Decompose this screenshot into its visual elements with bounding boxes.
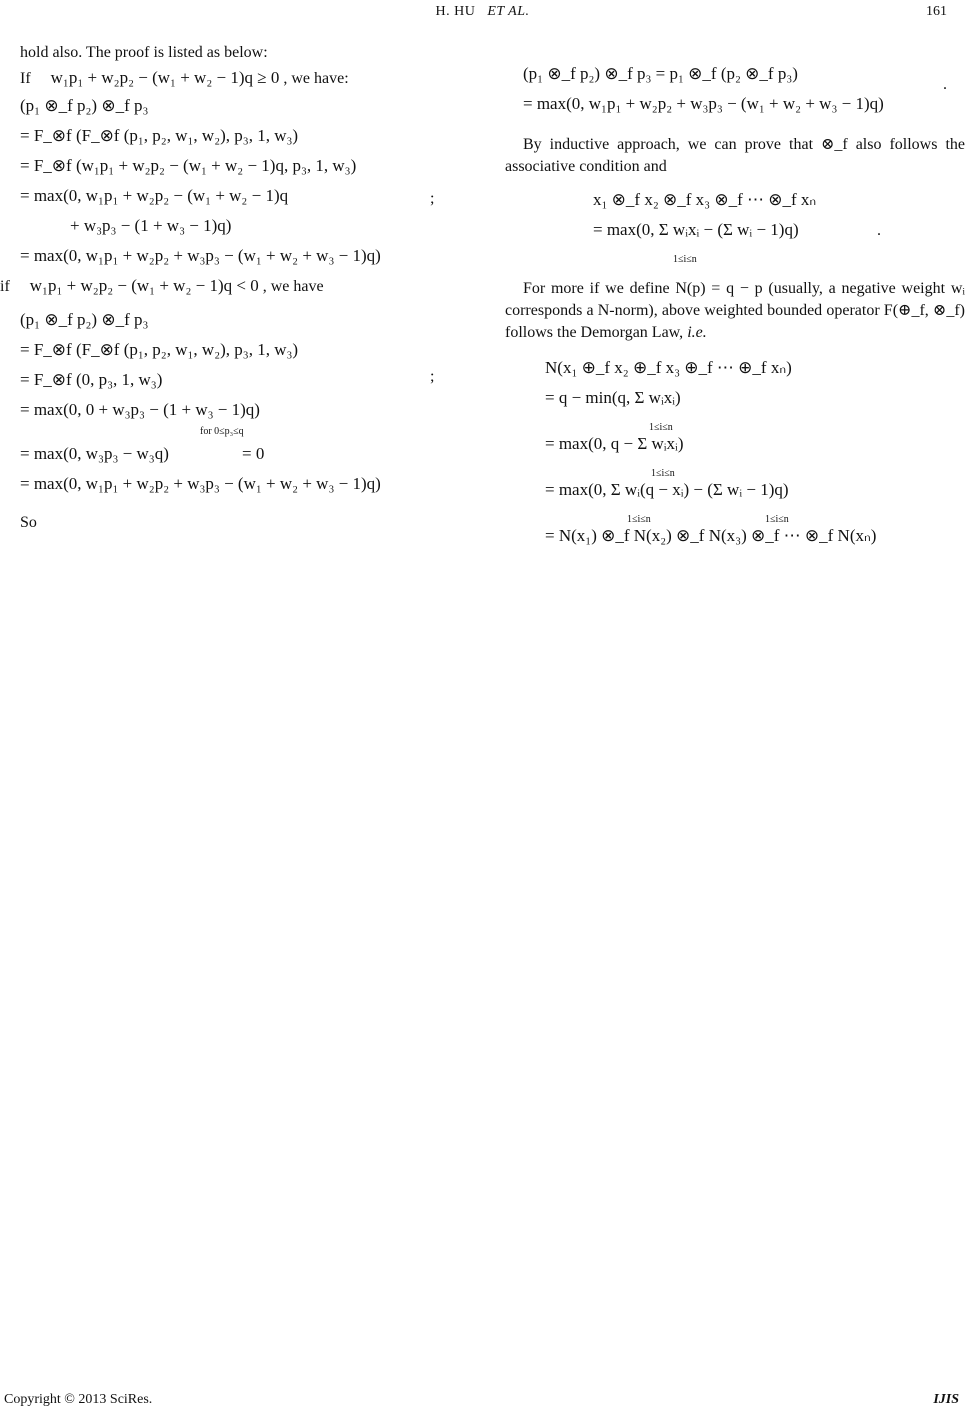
dm-line-1: N(x₁ ⊕_f x₂ ⊕_f x₃ ⊕_f ⋯ ⊕_f xₙ) [545,358,792,377]
block2-line-3: = F_⊗f (0, p₃, 1, w₃) [20,370,163,389]
if2-condition: w₁p₁ + w₂p₂ − (w₁ + w₂ − 1)q < 0 [29,276,259,295]
left-column [0,42,440,534]
general-line-2-text: = max(0, Σ wᵢxᵢ − (Σ wᵢ − 1)q) [593,220,799,239]
sum-range-1: 1≤i≤n [673,254,697,265]
dm-line-2-text: = q − min(q, Σ wᵢxᵢ) [545,388,681,407]
assoc-period: . [943,76,947,93]
if2-prefix: if [0,278,10,295]
block1-semicolon: ; [430,190,435,207]
proof-block-1 [20,92,440,272]
for-note: for 0≤p₃≤q [200,426,244,437]
block1-line-2: = F_⊗f (F_⊗f (p₁, p₂, w₁, w₂), p₃, 1, w₃) [20,126,299,145]
sum-range-2: 1≤i≤n [649,422,673,433]
right-column [505,60,965,552]
dm-line-4 [545,476,965,525]
assoc-line-1: (p₁ ⊗_f p₂) ⊗_f p₃ = p₁ ⊗_f (p₂ ⊗_f p₃) [523,64,798,83]
copyright: Copyright © 2013 SciRes. [4,1392,153,1407]
if1-suffix: , we have: [283,70,349,87]
assoc-line-2: = max(0, w₁p₁ + w₂p₂ + w₃p₃ − (w₁ + w₂ + w₃ − 1)q) [523,94,884,113]
header-authors: H. HU [435,4,476,19]
block2-line-2: = F_⊗f (F_⊗f (p₁, p₂, w₁, w₂), p₃, 1, w₃) [20,340,299,359]
for-note-row [20,426,440,440]
dm-line-3 [545,430,965,479]
demorgan-derivation [505,354,965,552]
page-footer [0,1388,965,1414]
block2-line-6: = max(0, w₁p₁ + w₂p₂ + w₃p₃ − (w₁ + w₂ + w₃ − 1)q) [20,474,381,493]
dm-line-2 [545,384,965,433]
block1-line-5: + w₃p₃ − (1 + w₃ − 1)q) [70,216,232,235]
block1-line-6: = max(0, w₁p₁ + w₂p₂ + w₃p₃ − (w₁ + w₂ + w₃ − 1)q) [20,246,381,265]
demorgan-paragraph-text: For more if we define N(p) = q − p (usually, a negative weight wᵢ corresponds a N-norm), above weighted bounded operator F(⊕_f, ⊗_f) follows the Demorgan Law, [505,280,965,341]
block1-line-4: = max(0, w₁p₁ + w₂p₂ − (w₁ + w₂ − 1)q [20,186,289,205]
intro-text: hold also. The proof is listed as below: [20,44,268,61]
general-line-1: x₁ ⊗_f x₂ ⊗_f x₃ ⊗_f ⋯ ⊗_f xₙ [593,190,817,209]
if1-condition: w₁p₁ + w₂p₂ − (w₁ + w₂ − 1)q ≥ 0 [50,68,280,87]
running-title [0,4,965,20]
dm-line-3-text: = max(0, q − Σ wᵢxᵢ) [545,434,684,453]
demorgan-paragraph [505,278,965,344]
journal-name: IJIS [933,1392,959,1407]
associative-result [505,60,965,120]
general-period: . [877,222,881,239]
general-form [505,186,965,265]
running-header [0,0,965,24]
block1-line-3: = F_⊗f (w₁p₁ + w₂p₂ − (w₁ + w₂ − 1)q, p₃, 1, w₃) [20,156,357,175]
block2-line-5-text: = max(0, w₃p₃ − w₃q) [20,444,169,463]
eq-zero: = 0 [242,444,265,463]
sum-range-3: 1≤i≤n [651,468,675,479]
proof-block-2 [20,306,440,500]
ie-text: i.e. [687,324,707,341]
block2-line-4: = max(0, 0 + w₃p₃ − (1 + w₃ − 1)q) [20,400,260,419]
block2-line-5 [20,440,440,470]
sum-range-5: 1≤i≤n [765,514,789,525]
general-line-2 [505,216,965,265]
case2-line [0,272,440,306]
if1-prefix: If [20,70,31,87]
header-etal: ET AL. [487,4,530,19]
block1-line-1: (p₁ ⊗_f p₂) ⊗_f p₃ [20,96,149,115]
inductive-paragraph: By inductive approach, we can prove that ⊗_f also follows the associative condition and [505,136,965,175]
block2-line-1: (p₁ ⊗_f p₂) ⊗_f p₃ [20,310,149,329]
block2-semicolon: ; [430,368,435,385]
if2-suffix: , we have [262,278,324,295]
sum-range-4: 1≤i≤n [627,514,651,525]
case1-line [20,64,440,92]
dm-line-5: = N(x₁) ⊗_f N(x₂) ⊗_f N(x₃) ⊗_f ⋯ ⊗_f N(xₙ) [545,526,877,545]
so-text: So [20,514,37,531]
page-number: 161 [926,4,947,19]
dm-line-4-text: = max(0, Σ wᵢ(q − xᵢ) − (Σ wᵢ − 1)q) [545,480,789,499]
